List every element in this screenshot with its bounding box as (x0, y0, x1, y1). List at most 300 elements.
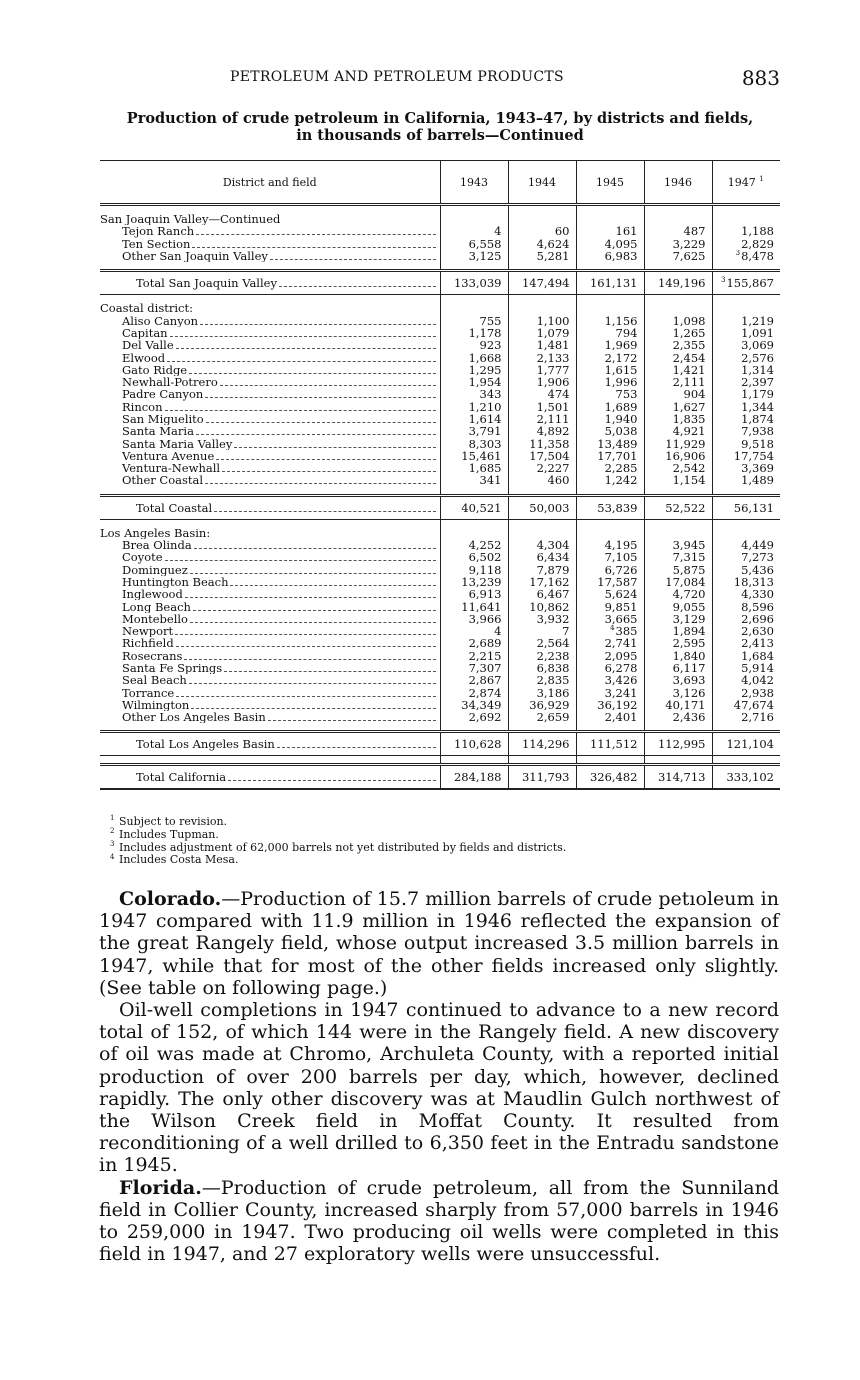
column-header-1943: 1943 (440, 161, 508, 205)
cell-value: 1,969 (604, 339, 638, 352)
cell-value: 8,303 (468, 437, 502, 450)
cell-1943 (440, 271, 508, 295)
cell-1946 (644, 674, 712, 686)
row-label-text: Aliso Canyon (122, 314, 199, 327)
table-row (100, 364, 780, 376)
leader-dots (192, 239, 435, 248)
cell-1943 (440, 711, 508, 723)
footnote-ref: 1 (759, 174, 764, 183)
footnotes (110, 816, 710, 867)
row-label-text: Seal Beach (122, 674, 187, 687)
spacer-cell (440, 262, 508, 271)
cell-1944 (508, 711, 576, 723)
spacer-cell (508, 756, 576, 765)
row-label (100, 450, 440, 462)
cell-value: 1,154 (672, 474, 706, 487)
table-row (100, 674, 780, 686)
cell-value: 1,156 (604, 314, 638, 327)
cell-1944 (508, 437, 576, 449)
cell-value: 2,172 (604, 351, 638, 364)
cell-value: 161 (615, 225, 638, 238)
cell-value: 56,131 (733, 500, 774, 515)
cell-value: 7 (562, 625, 570, 638)
cell-1945 (576, 238, 644, 250)
row-label (100, 238, 440, 250)
column-header-1945: 1945 (576, 161, 644, 205)
cell-value: 9,518 (741, 437, 774, 450)
row-label (100, 401, 440, 413)
leader-dots (165, 552, 436, 561)
empty-cell (576, 527, 644, 539)
cell-1946 (644, 351, 712, 363)
leader-dots (189, 365, 435, 374)
row-label (100, 699, 440, 711)
cell-value: 3,665 (604, 612, 638, 626)
cell-value: 6,558 (468, 237, 502, 250)
cell-1945 (576, 437, 644, 449)
cell-1947 (712, 637, 780, 649)
row-label-wrap (136, 738, 436, 750)
cell-1944 (508, 364, 576, 376)
table-row (100, 613, 780, 625)
cell-value: 326,482 (589, 770, 638, 785)
cell-1943 (440, 314, 508, 326)
cell-1946 (644, 588, 712, 600)
cell-value: 3,966 (468, 612, 502, 626)
cell-value: 2,133 (536, 351, 570, 364)
spacer-cell (712, 487, 780, 496)
cell-value: 1,265 (672, 326, 706, 340)
cell-1944 (508, 376, 576, 388)
cell-1944 (508, 327, 576, 339)
cell-1944 (508, 588, 576, 600)
cell-1944 (508, 351, 576, 363)
row-label-text: Wilmington (122, 698, 190, 712)
cell-value: 487 (683, 225, 706, 238)
cell-value: 53,839 (597, 500, 638, 515)
table-row (100, 413, 780, 425)
cell-1943 (440, 588, 508, 600)
cell-1944 (508, 564, 576, 576)
row-label-wrap (122, 425, 436, 437)
column-header-1947-label: 1947 (727, 175, 756, 189)
spacer-cell (508, 487, 576, 496)
cell-value: 3,426 (604, 674, 638, 687)
cell-value: 2,215 (468, 649, 502, 662)
cell-value: 1,627 (672, 400, 706, 413)
row-label-wrap (122, 352, 436, 364)
cell-1944 (508, 625, 576, 637)
grand-total-row (100, 765, 780, 790)
cell-value: 6,117 (672, 661, 706, 675)
row-label (100, 314, 440, 326)
cell-value: 2,835 (536, 674, 570, 687)
cell-value: 1,481 (536, 339, 570, 352)
table-row (100, 564, 780, 576)
cell-value: 794 (615, 326, 638, 340)
cell-1946 (644, 413, 712, 425)
spacer-cell (576, 295, 644, 303)
cell-1944 (508, 576, 576, 588)
cell-value: 1,668 (468, 351, 502, 364)
spacer-cell (440, 295, 508, 303)
row-label (100, 662, 440, 674)
cell-1945 (576, 613, 644, 625)
spacer-row (100, 295, 780, 303)
row-label-text: Dominguez (122, 563, 188, 576)
cell-1946 (644, 637, 712, 649)
row-label (100, 271, 440, 295)
cell-value: 4,720 (672, 588, 706, 601)
cell-1944 (508, 732, 576, 756)
row-label (100, 564, 440, 576)
row-label-text: Santa Maria Valley (122, 437, 233, 450)
row-label-text: Coyote (122, 551, 163, 564)
row-label (100, 364, 440, 376)
cell-1943 (440, 364, 508, 376)
cell-1945 (576, 225, 644, 237)
cell-1947 (712, 462, 780, 474)
table-row (100, 650, 780, 662)
row-label-text: Gato Ridge (122, 363, 188, 376)
cell-1944 (508, 539, 576, 551)
leader-dots (165, 402, 436, 411)
row-label (100, 462, 440, 474)
cell-1943 (440, 613, 508, 625)
running-head-title: PETROLEUM AND PETROLEUM PRODUCTS (230, 69, 564, 85)
spacer-cell (644, 519, 712, 527)
row-label-text: Total Los Angeles Basin (136, 737, 275, 752)
cell-1943 (440, 376, 508, 388)
cell-1946 (644, 711, 712, 723)
cell-1944 (508, 401, 576, 413)
empty-cell (508, 527, 576, 539)
cell-value: 133,039 (453, 276, 502, 291)
leader-dots (205, 389, 435, 398)
cell-1947 (712, 474, 780, 486)
spacer-row (100, 723, 780, 732)
cell-value: 17,587 (597, 575, 638, 589)
cell-value: 4,042 (741, 674, 774, 687)
cell-value: 343 (479, 388, 502, 401)
cell-value: 2,564 (536, 637, 570, 650)
cell-value: 17,162 (529, 575, 570, 589)
cell-value: 1,421 (672, 363, 706, 376)
cell-value: 1,940 (604, 412, 638, 426)
leader-dots (176, 688, 435, 697)
cell-value: 2,454 (672, 351, 706, 364)
row-label-wrap (122, 650, 436, 662)
leader-dots (191, 700, 435, 709)
cell-value: 5,281 (536, 249, 570, 263)
row-label (100, 613, 440, 625)
cell-1946 (644, 437, 712, 449)
cell-1945 (576, 401, 644, 413)
cell-1945 (576, 687, 644, 699)
cell-1945 (576, 711, 644, 723)
cell-value: 17,504 (529, 449, 570, 463)
spacer-cell (576, 756, 644, 765)
row-label-wrap (122, 474, 436, 486)
row-label-text: Santa Fe Springs (122, 661, 223, 675)
cell-1945 (576, 539, 644, 551)
cell-1946 (644, 339, 712, 351)
row-label-text: Ventura Avenue (122, 449, 215, 463)
cell-1947 (712, 613, 780, 625)
row-label-wrap (122, 539, 436, 551)
spacer-cell (576, 205, 644, 214)
empty-cell (508, 213, 576, 225)
cell-value: 2,741 (604, 637, 638, 650)
cell-value: 7,625 (672, 249, 706, 263)
cell-value: 149,196 (657, 276, 706, 291)
cell-value: 2,111 (536, 412, 570, 426)
cell-value: 8,596 (741, 600, 774, 613)
cell-1946 (644, 225, 712, 237)
paragraph-florida-text: —Production of crude petroleum, all from the Sunniland field in Collier County, increased sharply from 57,000 barrels in 1946 to 259,000 in 1947. Two producing oil wells were completed in this field in 1947, and 27 exploratory wells were unsuccessful. (99, 1176, 779, 1266)
cell-value: 3,241 (604, 686, 638, 699)
cell-1944 (508, 388, 576, 400)
spacer-cell (644, 756, 712, 765)
cell-1945 (576, 674, 644, 686)
row-label (100, 551, 440, 563)
empty-cell (576, 302, 644, 314)
table-row (100, 327, 780, 339)
cell-1946 (644, 250, 712, 262)
table-row (100, 225, 780, 237)
cell-1943 (440, 351, 508, 363)
cell-value: 1,777 (536, 363, 570, 376)
spacer-cell (100, 262, 440, 271)
cell-value: 385 (615, 625, 638, 638)
cell-value: 1,906 (536, 375, 570, 389)
cell-1945 (576, 314, 644, 326)
cell-value: 1,179 (741, 388, 774, 401)
cell-1945 (576, 364, 644, 376)
cell-1947 (712, 662, 780, 674)
leader-dots (230, 577, 435, 586)
table-title (100, 110, 780, 144)
cell-value: 2,689 (468, 637, 502, 650)
empty-cell (712, 213, 780, 225)
spacer-row (100, 756, 780, 765)
paragraph-florida (99, 1177, 779, 1266)
cell-value: 1,314 (741, 363, 774, 376)
cell-1947 (712, 250, 780, 262)
spacer-cell (644, 295, 712, 303)
row-label-wrap (122, 711, 436, 723)
row-label-wrap (122, 413, 436, 425)
cell-1947 (712, 732, 780, 756)
cell-1946 (644, 238, 712, 250)
row-label-text: Del Valle (122, 339, 174, 352)
cell-1947 (712, 327, 780, 339)
leader-dots (270, 251, 436, 260)
cell-1944 (508, 551, 576, 563)
row-label (100, 437, 440, 449)
row-label-wrap (122, 551, 436, 563)
cell-value: 52,522 (665, 500, 706, 515)
cell-1945 (576, 495, 644, 519)
cell-1946 (644, 650, 712, 662)
spacer-cell (100, 723, 440, 732)
cell-value: 110,628 (453, 737, 502, 752)
row-label-wrap (122, 225, 436, 237)
cell-value: 17,701 (597, 449, 638, 463)
row-label-text: Rosecrans (122, 649, 183, 662)
spacer-cell (644, 205, 712, 214)
row-label-wrap (122, 576, 436, 588)
cell-1945 (576, 551, 644, 563)
cell-1944 (508, 314, 576, 326)
cell-1945 (576, 250, 644, 262)
cell-1947 (712, 351, 780, 363)
cell-1947 (712, 539, 780, 551)
spacer-cell (440, 723, 508, 732)
cell-1943 (440, 539, 508, 551)
cell-value: 6,913 (468, 588, 502, 601)
row-label-wrap (136, 277, 436, 289)
cell-value: 4,624 (536, 237, 570, 250)
leader-dots (170, 328, 436, 337)
cell-value: 1,098 (672, 314, 706, 327)
row-label-wrap (122, 438, 436, 450)
spacer-cell (644, 723, 712, 732)
cell-value: 4,921 (672, 425, 706, 438)
cell-value: 111,512 (589, 737, 638, 752)
leader-dots (200, 316, 435, 325)
cell-1946 (644, 314, 712, 326)
cell-1943 (440, 339, 508, 351)
cell-1946 (644, 576, 712, 588)
empty-cell (644, 527, 712, 539)
cell-value: 4,252 (468, 538, 502, 552)
cell-1945 (576, 600, 644, 612)
cell-1946 (644, 613, 712, 625)
cell-1945 (576, 388, 644, 400)
leader-dots (220, 377, 436, 386)
row-label-wrap (122, 625, 436, 637)
cell-1944 (508, 765, 576, 790)
cell-1946 (644, 462, 712, 474)
row-label-text: Santa Maria (122, 425, 194, 438)
table-row (100, 711, 780, 723)
footnote-mark: 2 (110, 827, 115, 836)
leader-dots (194, 540, 436, 549)
cell-value: 40,171 (665, 698, 706, 712)
spacer-cell (440, 519, 508, 527)
cell-1944 (508, 425, 576, 437)
cell-1943 (440, 225, 508, 237)
cell-value: 6,502 (468, 551, 502, 564)
cell-1947 (712, 588, 780, 600)
cell-1943 (440, 625, 508, 637)
cell-value: 4,330 (741, 588, 774, 601)
empty-cell (440, 527, 508, 539)
cell-value: 2,867 (468, 674, 502, 687)
table-row (100, 625, 780, 637)
cell-value: 11,358 (529, 437, 570, 450)
cell-1944 (508, 600, 576, 612)
spacer-cell (440, 756, 508, 765)
paragraph-colorado-text: —Production of 15.7 million barrels of crude petıoleum in 1947 compared with 11.9 million in 1946 reflected the expansion of the great Rangely field, whose output increased 3.5 million barrels in 1947, while that for most of the other fields increased only slightly. (See table on following page.) (99, 888, 779, 999)
paragraph-oil-well-completions: Oil-well completions in 1947 continued to advance to a new record total of 152, of which 144 were in the Rangely field. A new discovery of oil was made at Chromo, Archuleta County, with a reported initial production of over 200 barrels per day, which, however, declined rapidly. The only other discovery was at Maudlin Gulch northwest of the Wilson Creek field in Moffat County. It resulted from reconditioning of a well drilled to 6,350 feet in the Entradu sandstone in 1945. (99, 999, 779, 1177)
row-label (100, 327, 440, 339)
cell-value: 2,238 (536, 649, 570, 662)
table-row (100, 662, 780, 674)
cell-1945 (576, 564, 644, 576)
cell-1943 (440, 495, 508, 519)
row-label-text: Total Coastal (136, 500, 213, 515)
cell-value: 9,055 (672, 600, 706, 613)
row-label-wrap (122, 327, 436, 339)
footnote-ref: 3 (735, 249, 741, 258)
row-label-text: Inglewood (122, 588, 183, 601)
row-label (100, 225, 440, 237)
column-header-1947 (712, 161, 780, 205)
table-row (100, 576, 780, 588)
cell-value: 36,929 (529, 698, 570, 712)
cell-value: 40,521 (461, 500, 502, 515)
cell-value: 3,229 (672, 237, 706, 250)
cell-value: 3,125 (468, 249, 502, 263)
spacer-cell (508, 205, 576, 214)
spacer-cell (440, 487, 508, 496)
spacer-row (100, 487, 780, 496)
cell-1945 (576, 662, 644, 674)
row-label (100, 765, 440, 790)
district-heading: San Joaquin Valley—Continued (100, 213, 281, 226)
cell-value: 7,273 (741, 551, 774, 564)
table-row (100, 588, 780, 600)
table-row (100, 450, 780, 462)
cell-value: 1,894 (672, 625, 706, 638)
row-label-wrap (122, 687, 436, 699)
cell-value: 4,195 (604, 538, 638, 552)
spacer-cell (100, 205, 440, 214)
empty-cell (576, 213, 644, 225)
spacer-cell (100, 487, 440, 496)
row-label-wrap (122, 613, 436, 625)
cell-value: 18,313 (733, 575, 774, 589)
cell-value: 7,879 (536, 563, 570, 576)
district-heading-row (100, 302, 780, 314)
cell-value: 1,684 (741, 649, 774, 662)
cell-value: 6,434 (536, 551, 570, 564)
row-label (100, 425, 440, 437)
cell-value: 923 (479, 339, 502, 352)
footnote-text: Subject to revision. (118, 815, 228, 828)
leader-dots (205, 475, 435, 484)
row-label (100, 474, 440, 486)
cell-value: 460 (547, 474, 570, 487)
cell-value: 2,716 (741, 711, 774, 724)
cell-1944 (508, 462, 576, 474)
cell-value: 16,906 (665, 449, 706, 463)
paragraph-lead-florida: Florida. (119, 1176, 202, 1199)
table-row (100, 462, 780, 474)
table-row (100, 637, 780, 649)
table-row (100, 699, 780, 711)
cell-1945 (576, 474, 644, 486)
cell-1943 (440, 401, 508, 413)
cell-1944 (508, 250, 576, 262)
cell-1945 (576, 650, 644, 662)
cell-1945 (576, 327, 644, 339)
cell-value: 5,436 (741, 563, 774, 576)
cell-value: 2,095 (604, 649, 638, 662)
cell-value: 1,219 (741, 314, 774, 327)
